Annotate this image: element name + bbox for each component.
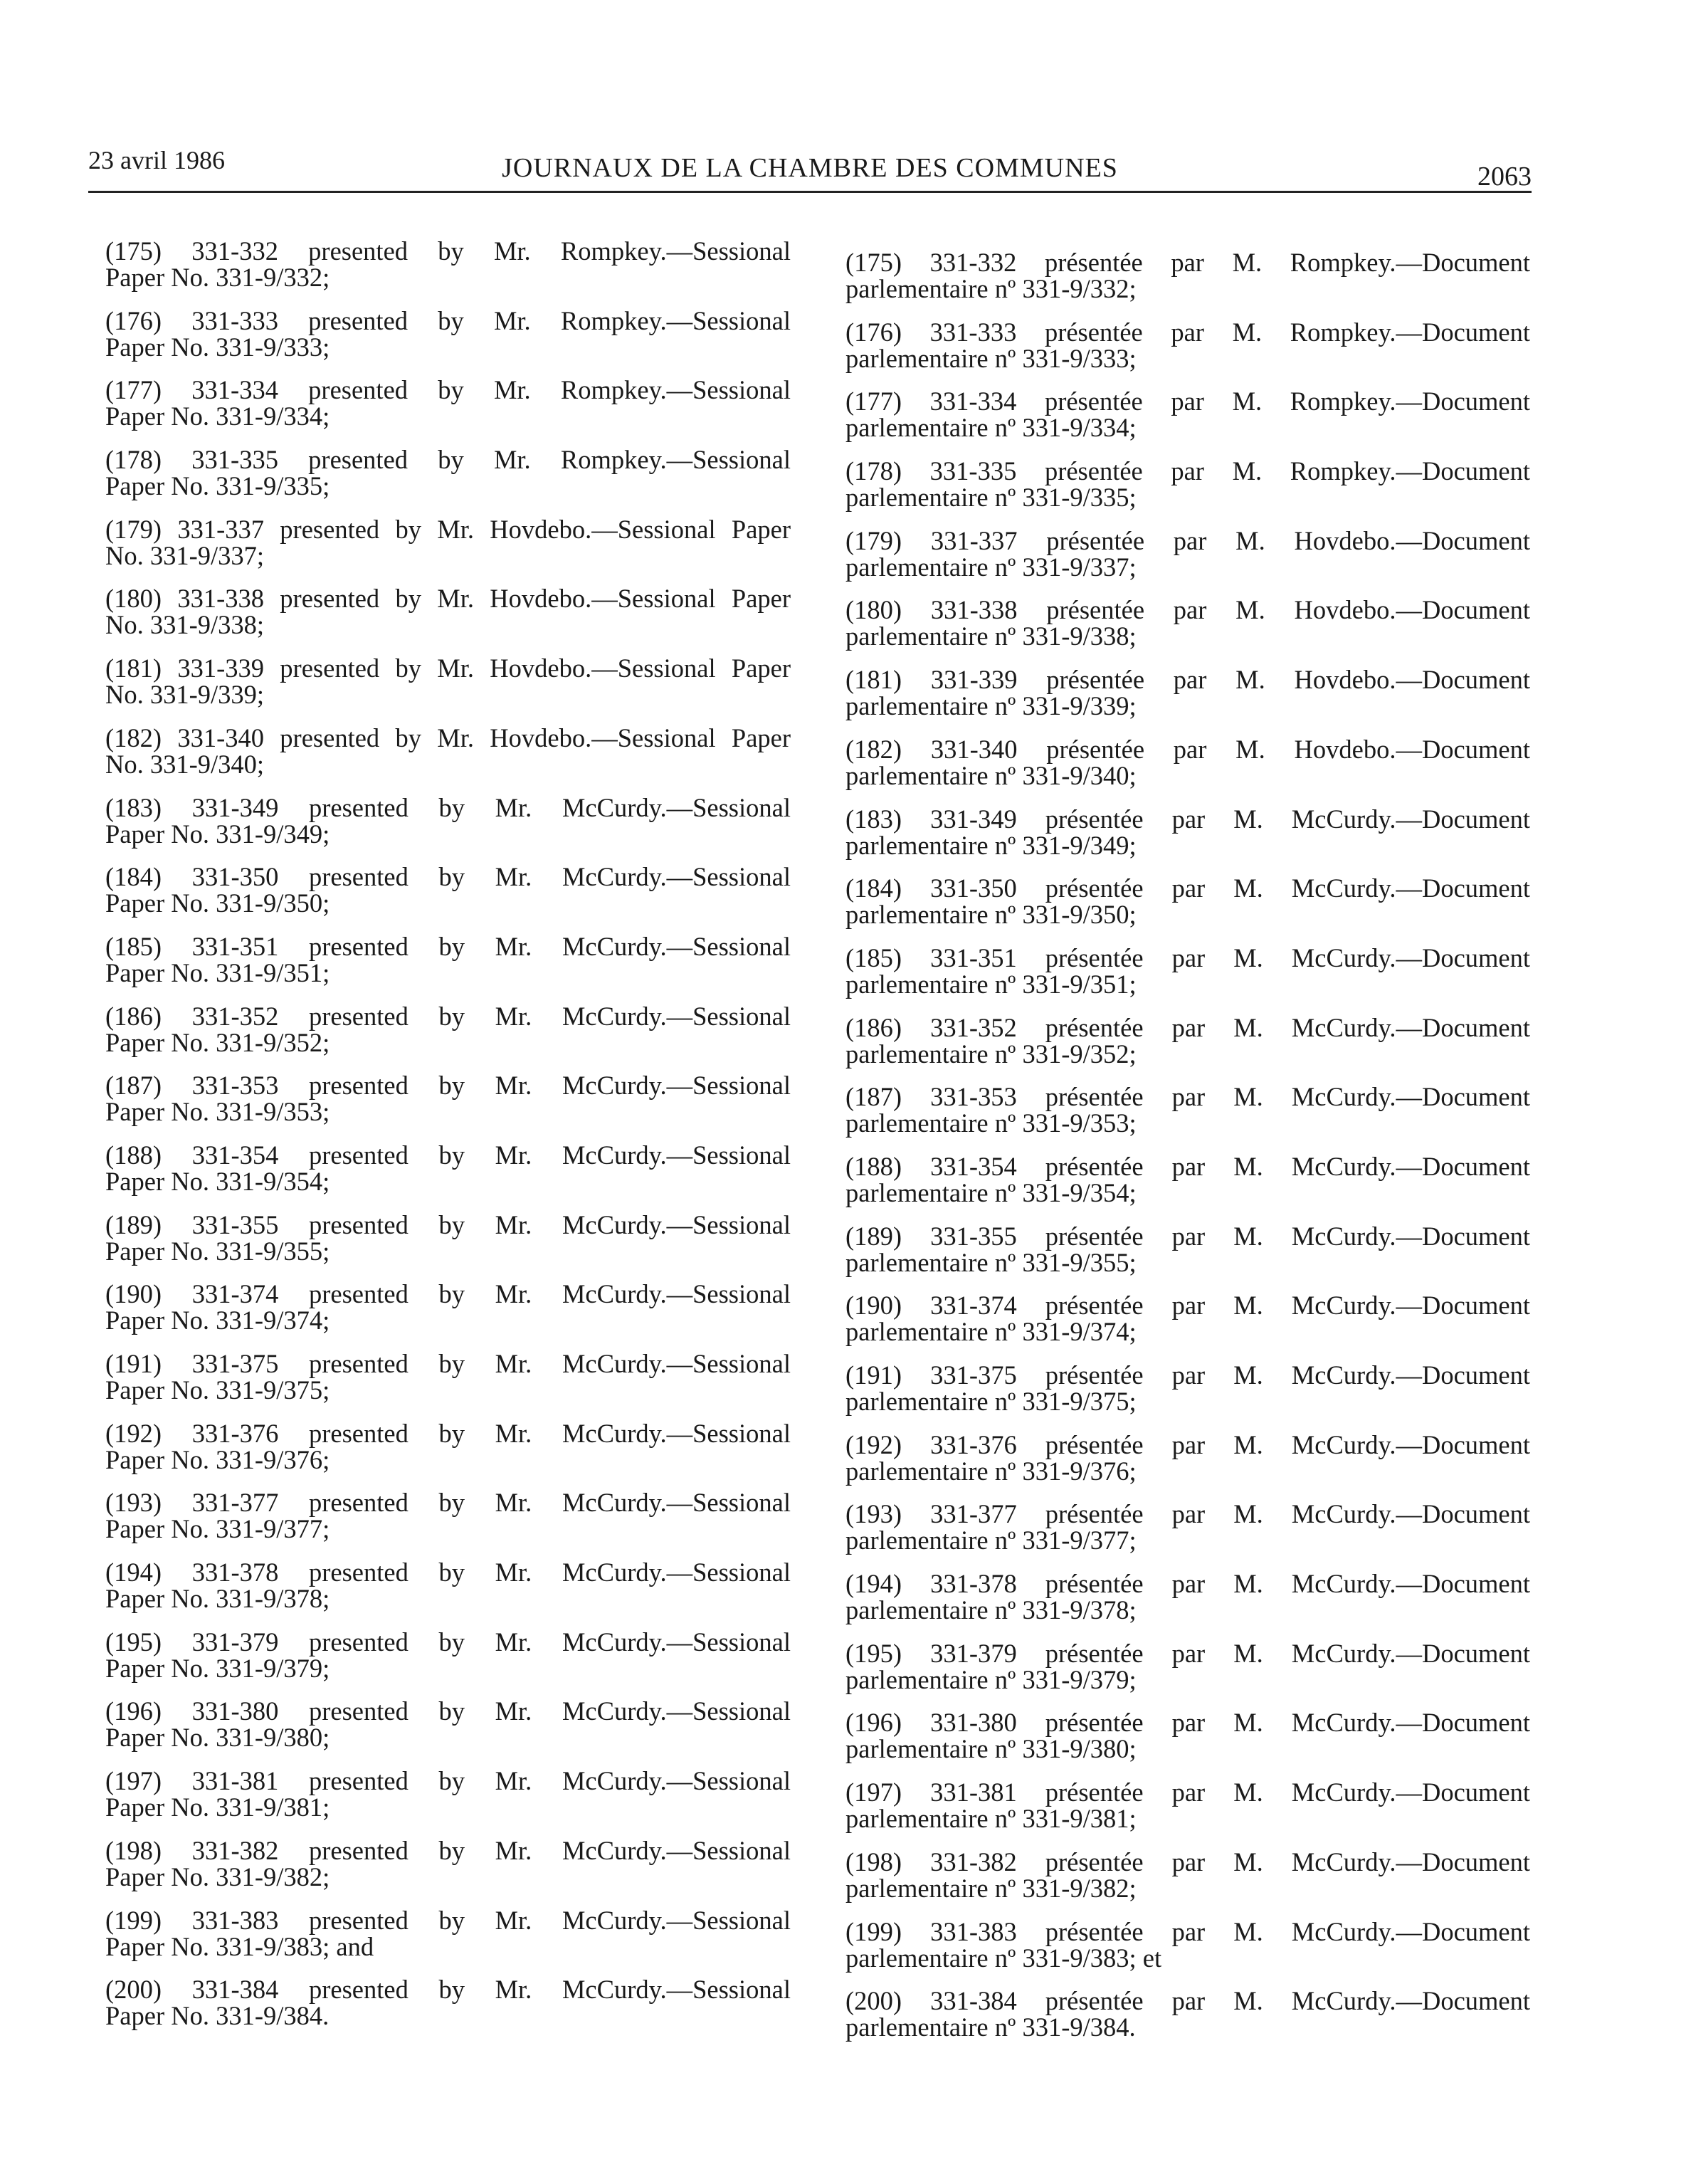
english-entry-line-2: Paper No. 331-9/332; bbox=[105, 263, 330, 292]
french-entry-line-1: (184) 331-350 présentée par M. McCurdy.—Document bbox=[845, 875, 1530, 903]
french-entry bbox=[845, 1779, 1530, 1834]
english-entry-line-2: Paper No. 331-9/333; bbox=[105, 332, 330, 362]
french-entry-line-1: (177) 331-334 présentée par M. Rompkey.—Document bbox=[845, 388, 1530, 416]
english-entry-line-2: Paper No. 331-9/375; bbox=[105, 1375, 330, 1405]
english-entry-line-2: Paper No. 331-9/354; bbox=[105, 1166, 330, 1196]
english-entry-line-2: Paper No. 331-9/335; bbox=[105, 471, 330, 501]
french-entry-line-2: parlementaire nº 331-9/384. bbox=[845, 2012, 1136, 2042]
french-entry bbox=[845, 1083, 1530, 1139]
french-entry-line-1: (192) 331-376 présentée par M. McCurdy.—Document bbox=[845, 1431, 1530, 1459]
english-entry bbox=[105, 1212, 791, 1267]
english-entry-line-2: Paper No. 331-9/384. bbox=[105, 2001, 330, 2031]
french-entry bbox=[845, 458, 1530, 513]
french-entry-line-1: (193) 331-377 présentée par M. McCurdy.—Document bbox=[845, 1501, 1530, 1529]
french-entry-line-1: (176) 331-333 présentée par M. Rompkey.—Document bbox=[845, 318, 1530, 347]
french-entry-line-1: (197) 331-381 présentée par M. McCurdy.—Document bbox=[845, 1779, 1530, 1807]
english-entry-line-1: (197) 331-381 presented by Mr. McCurdy.—Sessional bbox=[105, 1768, 791, 1796]
english-entry-line-1: (190) 331-374 presented by Mr. McCurdy.—Sessional bbox=[105, 1281, 791, 1309]
french-entry-line-2: parlementaire nº 331-9/354; bbox=[845, 1177, 1137, 1207]
french-entry bbox=[845, 1640, 1530, 1696]
english-entry-line-2: Paper No. 331-9/377; bbox=[105, 1514, 330, 1544]
english-entry bbox=[105, 1142, 791, 1197]
french-entry-line-1: (187) 331-353 présentée par M. McCurdy.—Document bbox=[845, 1083, 1530, 1112]
english-entry bbox=[105, 1976, 791, 2032]
french-entry bbox=[845, 806, 1530, 861]
french-entry bbox=[845, 875, 1530, 930]
english-entry-line-2: Paper No. 331-9/351; bbox=[105, 957, 330, 987]
french-entry bbox=[845, 1988, 1530, 2043]
french-entry-line-1: (196) 331-380 présentée par M. McCurdy.—Document bbox=[845, 1709, 1530, 1738]
french-entry-line-1: (183) 331-349 présentée par M. McCurdy.—Document bbox=[845, 805, 1530, 834]
english-entry-line-1: (186) 331-352 presented by Mr. McCurdy.—Sessional bbox=[105, 1002, 791, 1031]
french-entry-line-2: parlementaire nº 331-9/352; bbox=[845, 1039, 1137, 1069]
english-entry-line-1: (187) 331-353 presented by Mr. McCurdy.—Sessional bbox=[105, 1072, 791, 1101]
french-entry-line-2: parlementaire nº 331-9/377; bbox=[845, 1526, 1137, 1555]
english-entry-line-1: (181) 331-339 presented by Mr. Hovdebo.—Sessional Paper bbox=[105, 655, 791, 683]
english-entry-line-1: (177) 331-334 presented by Mr. Rompkey.—Sessional bbox=[105, 377, 791, 405]
english-entry-line-1: (182) 331-340 presented by Mr. Hovdebo.—Sessional Paper bbox=[105, 724, 791, 752]
english-entry-line-1: (185) 331-351 presented by Mr. McCurdy.—Sessional bbox=[105, 933, 791, 961]
french-entry bbox=[845, 1709, 1530, 1765]
french-column bbox=[845, 249, 1530, 2057]
french-entry bbox=[845, 1223, 1530, 1279]
french-entry bbox=[845, 1362, 1530, 1417]
english-entry bbox=[105, 1698, 791, 1753]
english-entry-line-1: (192) 331-376 presented by Mr. McCurdy.—Sessional bbox=[105, 1419, 791, 1448]
english-entry bbox=[105, 1420, 791, 1476]
french-entry-line-1: (181) 331-339 présentée par M. Hovdebo.—Document bbox=[845, 666, 1530, 695]
french-entry-line-1: (179) 331-337 présentée par M. Hovdebo.—Document bbox=[845, 527, 1530, 555]
english-entry bbox=[105, 308, 791, 363]
english-entry-line-2: Paper No. 331-9/382; bbox=[105, 1862, 330, 1891]
french-entry bbox=[845, 1501, 1530, 1556]
french-entry-line-2: parlementaire nº 331-9/376; bbox=[845, 1456, 1137, 1486]
english-entry bbox=[105, 1768, 791, 1823]
page-header bbox=[88, 145, 1532, 193]
french-entry-line-1: (182) 331-340 présentée par M. Hovdebo.—Document bbox=[845, 735, 1530, 764]
english-entry bbox=[105, 238, 791, 293]
french-entry-line-1: (199) 331-383 présentée par M. McCurdy.—Document bbox=[845, 1918, 1530, 1946]
french-entry-line-1: (189) 331-355 présentée par M. McCurdy.—Document bbox=[845, 1222, 1530, 1251]
english-entry-line-1: (195) 331-379 presented by Mr. McCurdy.—Sessional bbox=[105, 1628, 791, 1657]
english-column bbox=[105, 238, 791, 2046]
french-entry-line-1: (178) 331-335 présentée par M. Rompkey.—Document bbox=[845, 458, 1530, 486]
french-entry-line-1: (191) 331-375 présentée par M. McCurdy.—Document bbox=[845, 1362, 1530, 1390]
english-entry bbox=[105, 516, 791, 572]
english-entry-line-2: Paper No. 331-9/349; bbox=[105, 819, 330, 849]
english-entry bbox=[105, 1489, 791, 1545]
english-entry bbox=[105, 1072, 791, 1128]
english-entry-line-1: (183) 331-349 presented by Mr. McCurdy.—Sessional bbox=[105, 794, 791, 822]
french-entry-line-2: parlementaire nº 331-9/350; bbox=[845, 900, 1137, 930]
french-entry bbox=[845, 527, 1530, 583]
french-entry-line-2: parlementaire nº 331-9/338; bbox=[845, 621, 1137, 651]
english-entry bbox=[105, 863, 791, 919]
english-entry-line-1: (175) 331-332 presented by Mr. Rompkey.—Sessional bbox=[105, 238, 791, 266]
english-entry-line-1: (188) 331-354 presented by Mr. McCurdy.—Sessional bbox=[105, 1141, 791, 1170]
french-entry bbox=[845, 1153, 1530, 1209]
french-entry-line-2: parlementaire nº 331-9/334; bbox=[845, 413, 1137, 443]
french-entry-line-1: (186) 331-352 présentée par M. McCurdy.—Document bbox=[845, 1014, 1530, 1042]
french-entry-line-1: (188) 331-354 présentée par M. McCurdy.—Document bbox=[845, 1153, 1530, 1181]
english-entry-line-2: No. 331-9/340; bbox=[105, 749, 265, 779]
english-entry bbox=[105, 1281, 791, 1336]
english-entry-line-2: Paper No. 331-9/376; bbox=[105, 1444, 330, 1474]
english-entry bbox=[105, 585, 791, 641]
french-entry-line-2: parlementaire nº 331-9/337; bbox=[845, 552, 1137, 582]
english-entry-line-2: Paper No. 331-9/350; bbox=[105, 888, 330, 918]
french-entry-line-1: (190) 331-374 présentée par M. McCurdy.—Document bbox=[845, 1292, 1530, 1321]
french-entry-line-1: (200) 331-384 présentée par M. McCurdy.—Document bbox=[845, 1988, 1530, 2016]
french-entry bbox=[845, 736, 1530, 792]
english-entry-line-2: No. 331-9/339; bbox=[105, 680, 265, 710]
french-entry-line-2: parlementaire nº 331-9/374; bbox=[845, 1317, 1137, 1347]
french-entry bbox=[845, 249, 1530, 305]
english-entry-line-1: (198) 331-382 presented by Mr. McCurdy.—Sessional bbox=[105, 1837, 791, 1865]
french-entry bbox=[845, 1849, 1530, 1904]
english-entry-line-2: Paper No. 331-9/355; bbox=[105, 1236, 330, 1266]
french-entry-line-2: parlementaire nº 331-9/339; bbox=[845, 691, 1137, 721]
french-entry-line-2: parlementaire nº 331-9/379; bbox=[845, 1664, 1137, 1694]
french-entry bbox=[845, 1570, 1530, 1626]
english-entry-line-2: Paper No. 331-9/353; bbox=[105, 1097, 330, 1127]
english-entry bbox=[105, 933, 791, 989]
french-entry-line-2: parlementaire nº 331-9/353; bbox=[845, 1108, 1137, 1138]
english-entry-line-2: No. 331-9/338; bbox=[105, 610, 265, 640]
french-entry-line-2: parlementaire nº 331-9/340; bbox=[845, 760, 1137, 790]
english-entry-line-2: Paper No. 331-9/352; bbox=[105, 1027, 330, 1057]
english-entry bbox=[105, 1629, 791, 1684]
english-entry bbox=[105, 446, 791, 502]
french-entry-line-2: parlementaire nº 331-9/333; bbox=[845, 343, 1137, 373]
english-entry bbox=[105, 1907, 791, 1963]
english-entry-line-2: Paper No. 331-9/374; bbox=[105, 1306, 330, 1335]
english-entry-line-2: Paper No. 331-9/383; and bbox=[105, 1931, 374, 1961]
english-entry-line-1: (189) 331-355 presented by Mr. McCurdy.—Sessional bbox=[105, 1211, 791, 1239]
english-entry-line-2: Paper No. 331-9/334; bbox=[105, 401, 330, 431]
english-entry-line-2: Paper No. 331-9/380; bbox=[105, 1723, 330, 1753]
english-entry-line-1: (191) 331-375 presented by Mr. McCurdy.—Sessional bbox=[105, 1350, 791, 1378]
french-entry bbox=[845, 1432, 1530, 1487]
french-entry-line-2: parlementaire nº 331-9/380; bbox=[845, 1734, 1137, 1764]
page-number: 2063 bbox=[1477, 162, 1532, 191]
english-entry-line-1: (200) 331-384 presented by Mr. McCurdy.—Sessional bbox=[105, 1976, 791, 2005]
french-entry-line-2: parlementaire nº 331-9/378; bbox=[845, 1595, 1137, 1625]
english-entry-line-1: (180) 331-338 presented by Mr. Hovdebo.—Sessional Paper bbox=[105, 585, 791, 614]
english-entry bbox=[105, 725, 791, 780]
french-entry-line-1: (185) 331-351 présentée par M. McCurdy.—Document bbox=[845, 944, 1530, 972]
english-entry bbox=[105, 1837, 791, 1893]
english-entry-line-1: (184) 331-350 presented by Mr. McCurdy.—Sessional bbox=[105, 863, 791, 892]
english-entry-line-1: (199) 331-383 presented by Mr. McCurdy.—Sessional bbox=[105, 1906, 791, 1935]
english-entry-line-1: (194) 331-378 presented by Mr. McCurdy.—Sessional bbox=[105, 1559, 791, 1587]
french-entry-line-2: parlementaire nº 331-9/332; bbox=[845, 274, 1137, 303]
english-entry-line-2: Paper No. 331-9/379; bbox=[105, 1653, 330, 1683]
english-entry bbox=[105, 1003, 791, 1059]
french-entry-line-2: parlementaire nº 331-9/381; bbox=[845, 1804, 1137, 1834]
french-entry bbox=[845, 666, 1530, 722]
journal-title: JOURNAUX DE LA CHAMBRE DES COMMUNES bbox=[502, 153, 1118, 183]
english-entry-line-2: Paper No. 331-9/381; bbox=[105, 1792, 330, 1822]
english-entry-line-2: Paper No. 331-9/378; bbox=[105, 1584, 330, 1614]
french-entry bbox=[845, 1918, 1530, 1974]
english-entry-line-1: (179) 331-337 presented by Mr. Hovdebo.—Sessional Paper bbox=[105, 515, 791, 544]
french-entry-line-1: (194) 331-378 présentée par M. McCurdy.—Document bbox=[845, 1570, 1530, 1599]
french-entry-line-2: parlementaire nº 331-9/383; et bbox=[845, 1943, 1162, 1973]
english-entry bbox=[105, 1559, 791, 1615]
french-entry-line-2: parlementaire nº 331-9/355; bbox=[845, 1247, 1137, 1277]
french-entry-line-2: parlementaire nº 331-9/335; bbox=[845, 483, 1137, 513]
french-entry bbox=[845, 597, 1530, 652]
french-entry bbox=[845, 945, 1530, 1000]
french-entry-line-1: (198) 331-382 présentée par M. McCurdy.—Document bbox=[845, 1848, 1530, 1876]
english-entry-line-1: (178) 331-335 presented by Mr. Rompkey.—Sessional bbox=[105, 446, 791, 475]
english-entry-line-1: (176) 331-333 presented by Mr. Rompkey.—Sessional bbox=[105, 307, 791, 335]
french-entry-line-2: parlementaire nº 331-9/382; bbox=[845, 1873, 1137, 1903]
french-entry-line-1: (180) 331-338 présentée par M. Hovdebo.—Document bbox=[845, 597, 1530, 625]
header-date: 23 avril 1986 bbox=[88, 146, 225, 174]
french-entry-line-2: parlementaire nº 331-9/349; bbox=[845, 830, 1137, 860]
english-entry bbox=[105, 377, 791, 432]
french-entry-line-1: (175) 331-332 présentée par M. Rompkey.—Document bbox=[845, 249, 1530, 277]
french-entry-line-1: (195) 331-379 présentée par M. McCurdy.—Document bbox=[845, 1639, 1530, 1668]
french-entry-line-2: parlementaire nº 331-9/351; bbox=[845, 969, 1137, 999]
french-entry-line-2: parlementaire nº 331-9/375; bbox=[845, 1387, 1137, 1416]
french-entry bbox=[845, 319, 1530, 374]
english-entry bbox=[105, 1350, 791, 1406]
english-entry-line-1: (196) 331-380 presented by Mr. McCurdy.—Sessional bbox=[105, 1698, 791, 1726]
english-entry bbox=[105, 655, 791, 710]
french-entry bbox=[845, 388, 1530, 443]
english-entry-line-1: (193) 331-377 presented by Mr. McCurdy.—Sessional bbox=[105, 1489, 791, 1518]
french-entry bbox=[845, 1292, 1530, 1348]
english-entry bbox=[105, 794, 791, 850]
french-entry bbox=[845, 1014, 1530, 1070]
english-entry-line-2: No. 331-9/337; bbox=[105, 540, 265, 570]
